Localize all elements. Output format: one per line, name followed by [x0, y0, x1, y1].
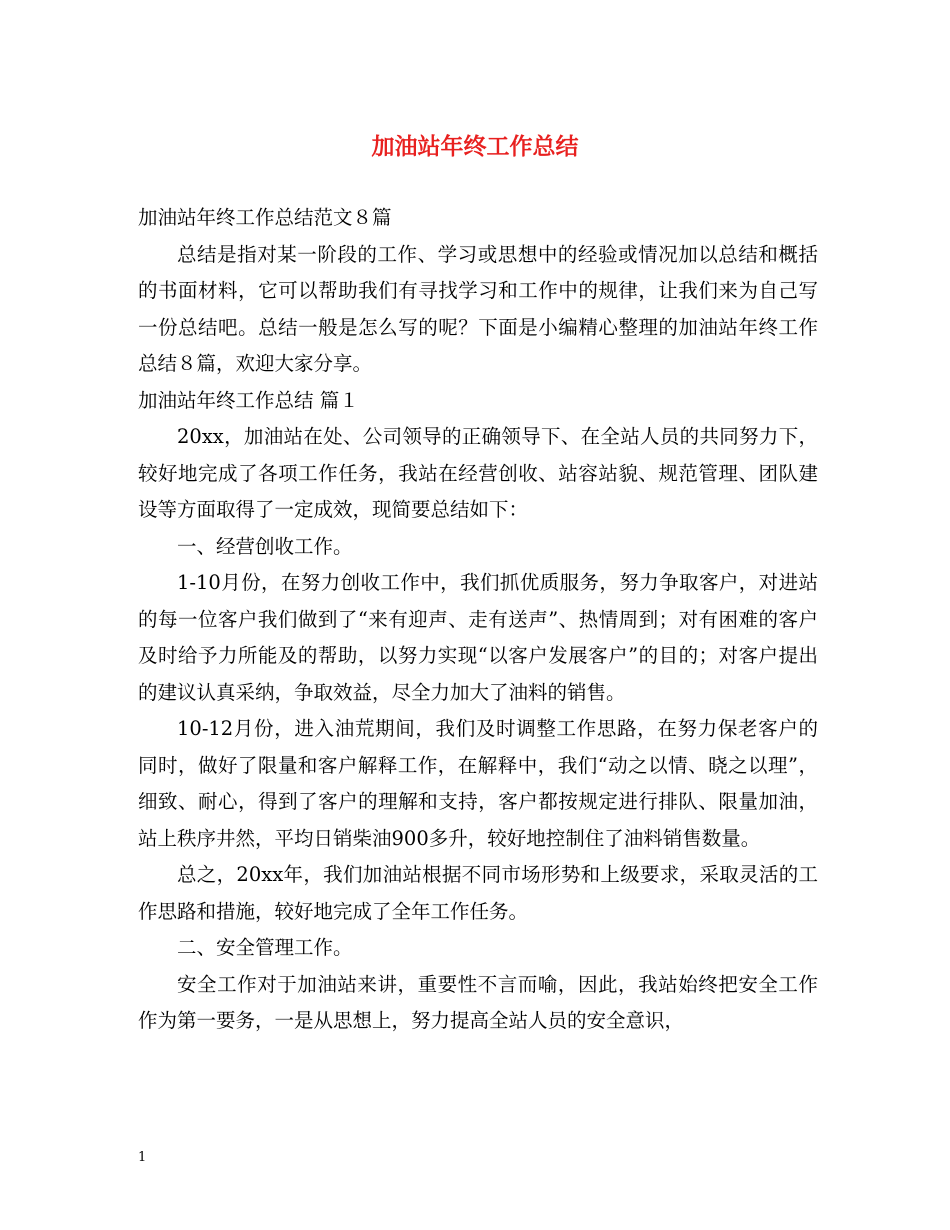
body-paragraph: 安全工作对于加油站来讲，重要性不言而喻，因此，我站始终把安全工作作为第一要务，一是从思想上，努力提高全站人员的安全意识， [138, 972, 818, 1032]
subsection-heading-operations: 一、经营创收工作。 [177, 534, 353, 558]
subsection-heading-safety: 二、安全管理工作。 [177, 936, 353, 959]
intro-paragraph: 总结是指对某一阶段的工作、学习或思想中的经验或情况加以总结和概括的书面材料，它可以帮助我们有寻找学习和工作中的规律，让我们来为自己写一份总结吧。总结一般是怎么写的呢？下面是小编精心整理的加油站年终工作总结８篇，欢迎大家分享。 [138, 242, 818, 375]
page-number: 1 [138, 1150, 147, 1165]
body-paragraph: 1-10月份，在努力创收工作中，我们抓优质服务，努力争取客户，对进站的每一位客户我们做到了“来有迎声、走有送声”、热情周到；对有困难的客户及时给予力所能及的帮助，以努力实现“以客户发展客户”的目的；对客户提出的建议认真采纳，争取效益，尽全力加大了油料的销售。 [138, 571, 818, 704]
section-heading-part-1: 加油站年终工作总结 篇１ [138, 388, 359, 412]
document-body [138, 200, 818, 1040]
body-paragraph: 总之，20xx年，我们加油站根据不同市场形势和上级要求，采取灵活的工作思路和措施，较好地完成了全年工作任务。 [138, 863, 818, 923]
body-paragraph: 20xx，加油站在处、公司领导的正确领导下、在全站人员的共同努力下，较好地完成了各项工作任务，我站在经营创收、站容站貌、规范管理、团队建设等方面取得了一定成效，现简要总结如下： [138, 425, 818, 521]
subtitle-line: 加油站年终工作总结范文８篇 [138, 206, 392, 229]
document-title: 加油站年终工作总结 [371, 133, 579, 160]
body-paragraph: 10-12月份，进入油荒期间，我们及时调整工作思路，在努力保老客户的同时，做好了限量和客户解释工作，在解释中，我们“动之以情、晓之以理”，细致、耐心，得到了客户的理解和支持，客户都按规定进行排队、限量加油，站上秩序井然，平均日销柴油900多升，较好地控制住了油料销售数量。 [138, 717, 818, 850]
